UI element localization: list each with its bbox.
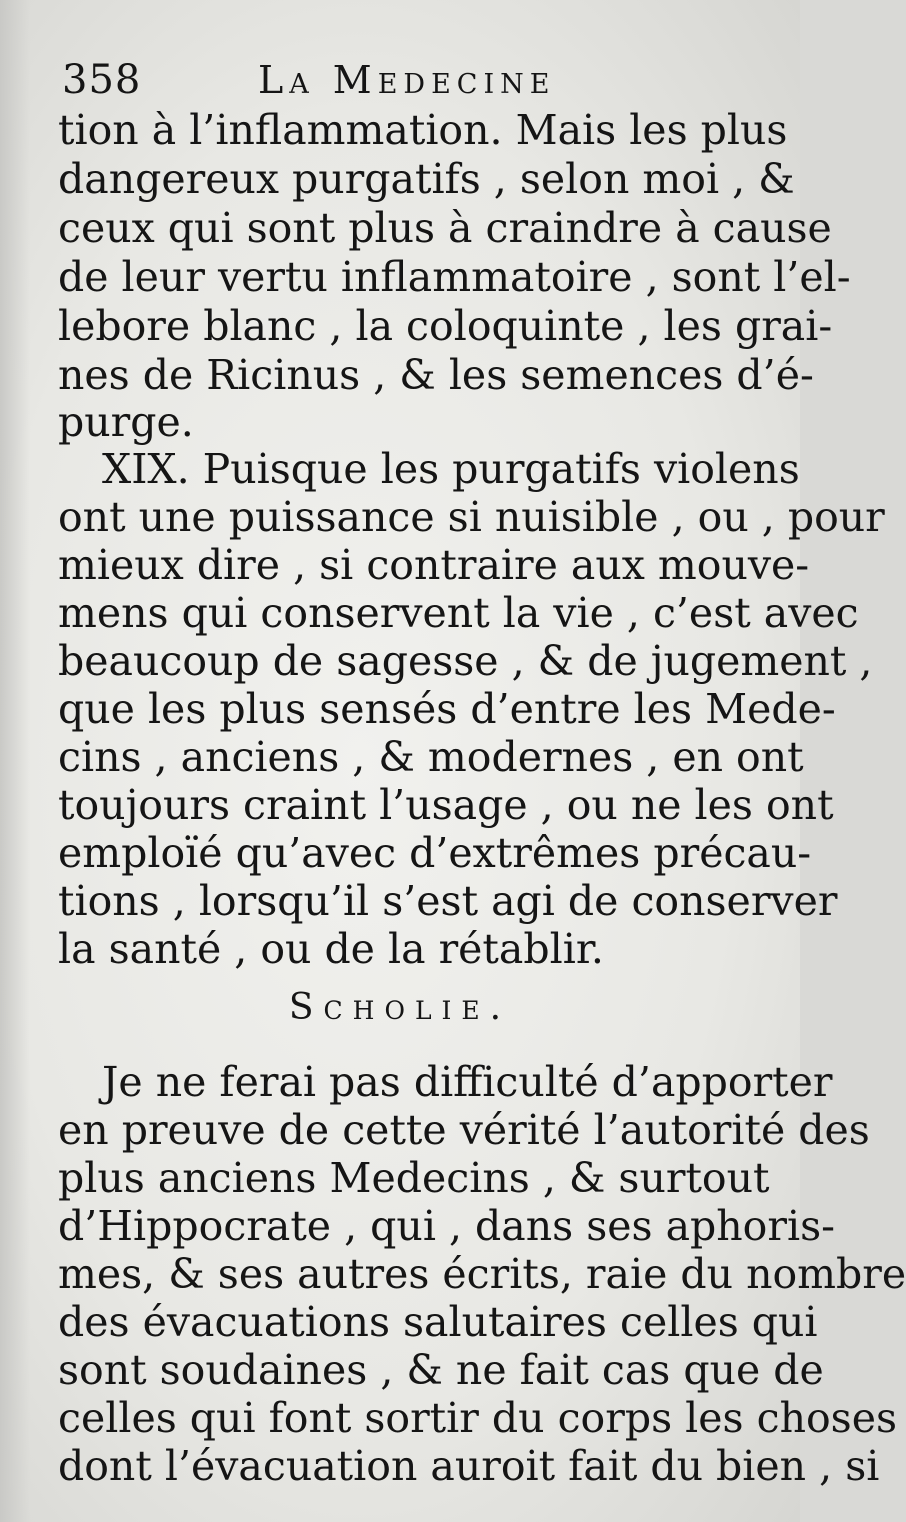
text-line: des évacuations salutaires celles qui: [58, 1298, 818, 1346]
text-line: mieux dire , si contraire aux mouve-: [58, 541, 810, 589]
text-line: que les plus sensés d’entre les Mede-: [58, 685, 836, 733]
text-line: celles qui font sortir du corps les choses: [58, 1394, 897, 1442]
text-line: beaucoup de sagesse , & de jugement ,: [58, 637, 873, 685]
text-line: mens qui conservent la vie , c’est avec: [58, 589, 859, 637]
text-line: en preuve de cette vérité l’autorité des: [58, 1106, 870, 1154]
text-line: nes de Ricinus , & les semences d’é-: [58, 351, 814, 399]
text-line: la santé , ou de la rétablir.: [58, 925, 604, 973]
text-line: dangereux purgatifs , selon moi , &: [58, 155, 795, 203]
text-line: sont soudaines , & ne fait cas que de: [58, 1346, 824, 1394]
paragraph-first-line: Je ne ferai pas difficulté d’apporter: [102, 1058, 833, 1106]
page-header: [62, 52, 752, 108]
text-line: tions , lorsqu’il s’est agi de conserver: [58, 877, 838, 925]
text-line: mes, & ses autres écrits, raie du nombre: [58, 1250, 906, 1298]
text-line: ceux qui sont plus à craindre à cause: [58, 204, 832, 252]
text-line: dont l’évacuation auroit fait du bien , si: [58, 1442, 880, 1490]
section-heading: Scholie.: [288, 987, 512, 1028]
paragraph-first-line: XIX. Puisque les purgatifs violens: [102, 445, 800, 493]
text-line: cins , anciens , & modernes , en ont: [58, 733, 804, 781]
page-number: 358: [62, 57, 142, 103]
text-line: d’Hippocrate , qui , dans ses aphoris-: [58, 1202, 835, 1250]
text-line: ont une puissance si nuisible , ou , pour: [58, 493, 885, 541]
text-line: de leur vertu inflammatoire , sont l’el-: [58, 253, 851, 301]
text-line: tion à l’inflammation. Mais les plus: [58, 106, 788, 154]
text-line: plus anciens Medecins , & surtout: [58, 1154, 770, 1202]
text-line: toujours craint l’usage , ou ne les ont: [58, 781, 834, 829]
text-line: lebore blanc , la coloquinte , les grai-: [58, 302, 833, 350]
text-line: emploïé qu’avec d’extrêmes précau-: [58, 829, 812, 877]
running-title: La Medecine: [258, 58, 556, 102]
gutter-shadow: [0, 0, 30, 1522]
text-line: purge.: [58, 398, 194, 446]
